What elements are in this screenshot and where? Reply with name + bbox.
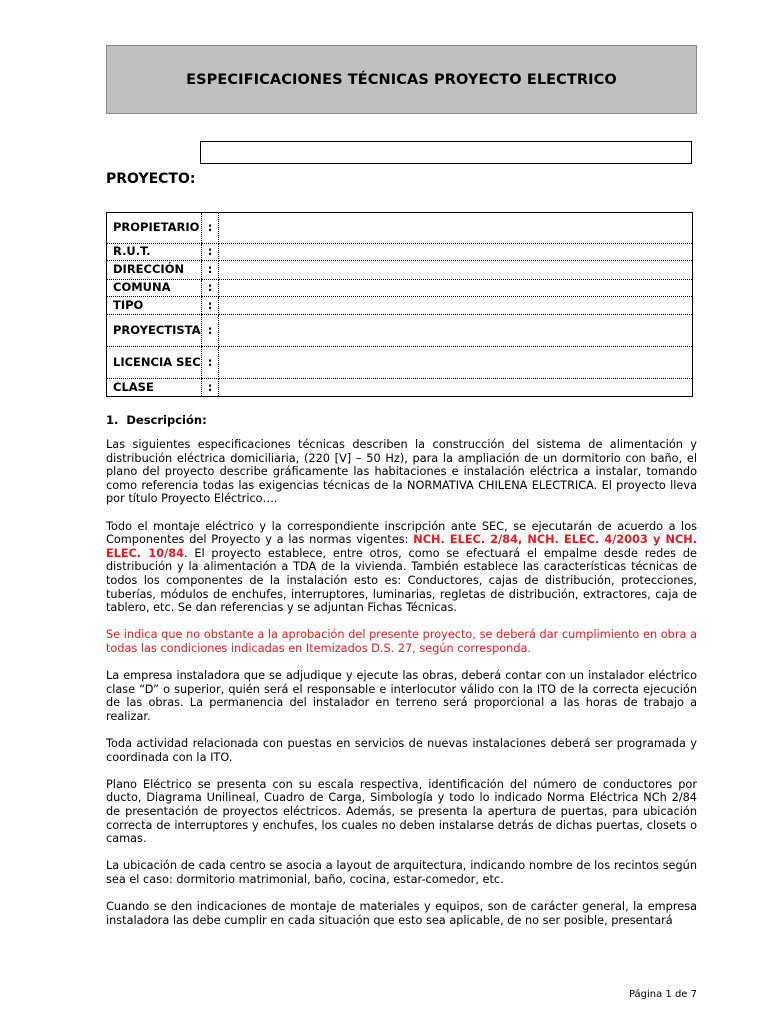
paragraph-aprobacion-warning: Se indica que no obstante a la aprobación del presente proyecto, se deberá dar cumplimiento en obra a todas las condiciones indicadas en Itemizados D.S. 27, según corresponda. bbox=[106, 628, 697, 655]
row-colon: : bbox=[202, 347, 219, 379]
page-number: Página 1 de 7 bbox=[628, 989, 697, 1000]
project-name-field bbox=[200, 141, 692, 164]
row-value-direccion bbox=[219, 261, 693, 280]
table-row bbox=[107, 280, 693, 297]
normas-text-end: . El proyecto establece, entre otros, como se efectuará el empalme desde redes de distribución y la alimentación a TDA de la vivienda. También establece las características técnicas de todos los componentes de la instalación esto es: Conductores, cajas de distribución, protecciones, tuberías, módulos de enchufes, interruptores, luminarias, regletas de distribución, extractores, caja de tablero, etc. Se dan referencias y se adjuntan Fichas Técnicas. bbox=[106, 546, 697, 615]
row-colon: : bbox=[202, 315, 219, 347]
document-title: ESPECIFICACIONES TÉCNICAS PROYECTO ELECTRICO bbox=[186, 71, 617, 88]
normas-references: NCH. ELEC. 2/84, NCH. ELEC. 4/2003 y NCH. ELEC. 10/84 bbox=[106, 533, 697, 560]
row-value-rut bbox=[219, 244, 693, 261]
row-colon: : bbox=[202, 213, 219, 244]
paragraph-puesta-en-servicio: Toda actividad relacionada con puestas en servicios de nuevas instalaciones deberá ser programada y coordinada con la ITO. bbox=[106, 737, 697, 764]
paragraph-intro: Las siguientes especificaciones técnicas describen la construcción del sistema de alimentación y distribución eléctrica domiciliaria, (220 [V] – 50 Hz), para la ampliación de un dormitorio con baño, el plano del proyecto describe gráficamente las habitaciones e instalación eléctrica a instalar, tomando como referencia todas las exigencias técnicas de la NORMATIVA CHILENA ELECTRICA. El proyecto lleva por título Proyecto Eléctrico…. bbox=[106, 438, 697, 506]
row-label-tipo: TIPO bbox=[107, 297, 202, 315]
paragraph-plano-electrico: Plano Eléctrico se presenta con su escala respectiva, identificación del número de conductores por ducto, Diagrama Unilineal, Cuadro de Carga, Simbología y todo lo indicado Norma Eléctrica NCh 2/84 de presentación de proyectos eléctricos. Además, se presenta la apertura de puertas, para ubicación correcta de interruptores y enchufes, los cuales no deben instalarse detrás de dichas puertas, closets o camas. bbox=[106, 777, 697, 846]
paragraph-ubicacion-centros: La ubicación de cada centro se asocia a layout de arquitectura, indicando nombre de los recintos según sea el caso: dormitorio matrimonial, baño, cocina, estar-comedor, etc. bbox=[106, 859, 697, 886]
row-value-clase bbox=[219, 379, 693, 397]
row-colon: : bbox=[202, 261, 219, 280]
row-label-clase: CLASE bbox=[113, 379, 154, 394]
row-label-direccion: DIRECCIÓN bbox=[107, 261, 202, 280]
row-value-proyectista bbox=[219, 315, 693, 347]
row-colon: : bbox=[202, 379, 219, 397]
row-colon: : bbox=[202, 280, 219, 297]
table-row bbox=[107, 261, 693, 280]
row-label-rut: R.U.T. bbox=[107, 244, 202, 261]
row-value-propietario bbox=[219, 213, 693, 244]
table-row bbox=[107, 213, 693, 244]
table-row bbox=[107, 315, 693, 347]
table-row bbox=[107, 244, 693, 261]
row-colon: : bbox=[202, 244, 219, 261]
row-label-propietario: PROPIETARIO bbox=[107, 213, 202, 244]
project-label: PROYECTO: bbox=[106, 171, 196, 187]
row-value-tipo bbox=[219, 297, 693, 315]
paragraph-empresa-instaladora: La empresa instaladora que se adjudique y ejecute las obras, deberá contar con un instalador eléctrico clase “D” o superior, quién será el responsable e interlocutor válido con la ITO de la correcta ejecución de las obras. La permanencia del instalador en terreno será proporcional a las horas de trabajo a realizar. bbox=[106, 669, 697, 723]
row-label-comuna: COMUNA bbox=[107, 280, 202, 297]
paragraph-normas bbox=[106, 520, 697, 615]
table-row bbox=[107, 379, 693, 397]
row-value-licencia-sec bbox=[219, 347, 693, 379]
row-colon: : bbox=[202, 297, 219, 315]
row-label-licencia-sec: LICENCIA SEC bbox=[107, 347, 202, 379]
paragraph-indicaciones-montaje: Cuando se den indicaciones de montaje de materiales y equipos, son de carácter general, la empresa instaladora las debe cumplir en cada situación que esto sea aplicable, de no ser posible, presentará bbox=[106, 900, 697, 927]
normas-text-start: Todo el montaje eléctrico y la correspondiente inscripción ante SEC, se ejecutarán de acuerdo a los Componentes del Proyecto y a las normas vigentes: bbox=[106, 519, 697, 547]
section-heading-descripcion: 1. Descripción: bbox=[106, 413, 207, 427]
description-body bbox=[106, 438, 697, 941]
table-row bbox=[107, 297, 693, 315]
table-row bbox=[107, 347, 693, 379]
project-info-table bbox=[106, 212, 693, 397]
row-value-comuna bbox=[219, 280, 693, 297]
header-box bbox=[106, 45, 697, 114]
row-label-proyectista: PROYECTISTA bbox=[107, 315, 202, 347]
